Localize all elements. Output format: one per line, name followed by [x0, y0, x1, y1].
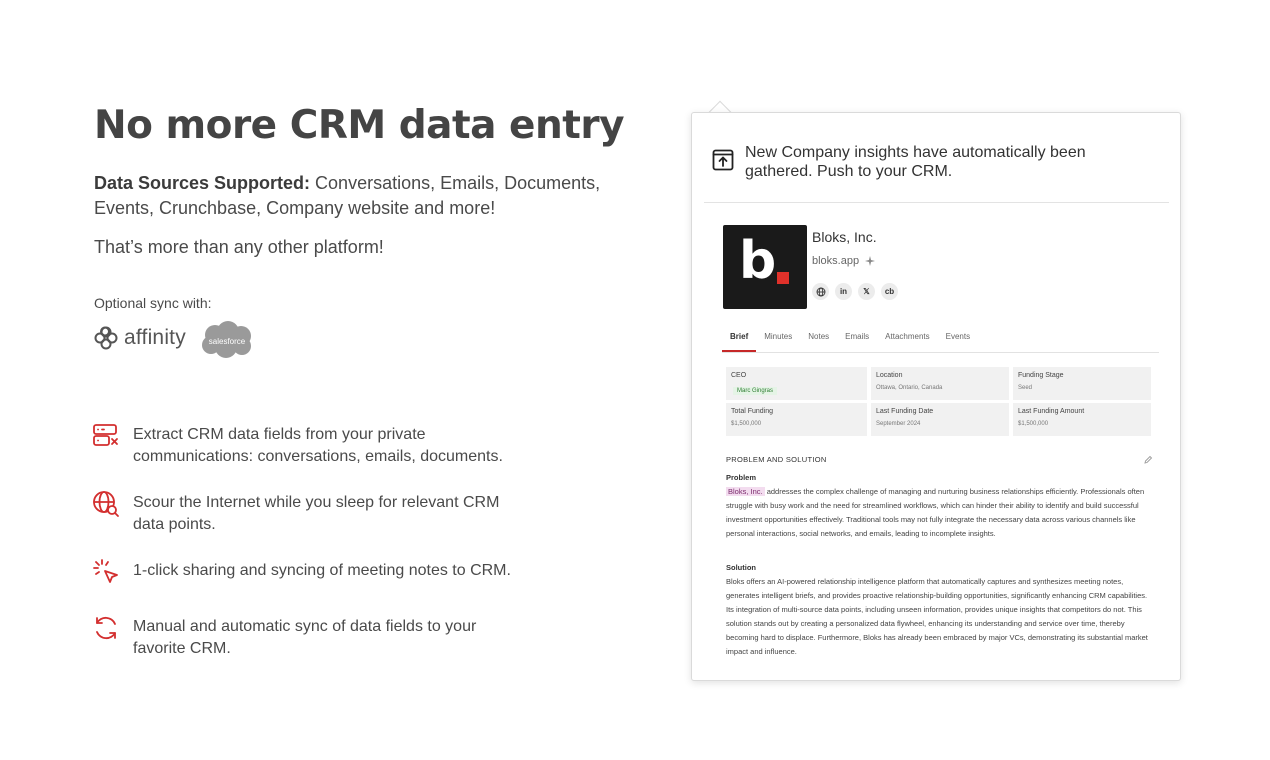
- field-funding-stage: [1013, 367, 1151, 400]
- field-location: [871, 367, 1009, 400]
- feature-text: Extract CRM data fields from your private communications: conversations, emails, documents.: [133, 426, 503, 465]
- company-fields-grid: [726, 367, 1151, 436]
- insights-card: [691, 112, 1181, 681]
- field-label: Funding Stage: [1018, 372, 1064, 379]
- problem-text: [726, 485, 1151, 541]
- field-value: $1,500,000: [731, 421, 762, 427]
- tab-brief[interactable]: Brief: [722, 332, 756, 352]
- field-last-funding-amount: [1013, 403, 1151, 436]
- field-last-funding-date: [871, 403, 1009, 436]
- feature-text: Scour the Internet while you sleep for relevant CRM data points.: [133, 494, 500, 533]
- affinity-mark-icon: [94, 326, 118, 350]
- problem-body: addresses the complex challenge of managing and nurturing business relationships efficiently. Professionals often struggle with busy work and the need for streamlined workflows, which can hinder their ability to identify and build successful investment opportunities effectively. Traditional tools may not fully integrate the necessary data across various channels like personal interactions, social networks, and emails, leading to incomplete insights.: [726, 487, 1145, 538]
- field-label: CEO: [731, 372, 747, 379]
- feature-sync: [92, 616, 533, 660]
- tab-emails[interactable]: Emails: [845, 332, 870, 341]
- x-icon[interactable]: 𝕏: [858, 283, 875, 300]
- problem-title: Problem: [726, 473, 757, 482]
- divider: [704, 202, 1169, 203]
- feature-text: Manual and automatic sync of data fields to your favorite CRM.: [133, 618, 477, 657]
- tab-attachments[interactable]: Attachments: [885, 332, 930, 341]
- company-domain[interactable]: bloks.app: [812, 255, 860, 267]
- field-label: Location: [876, 372, 903, 379]
- company-name: Bloks, Inc.: [812, 229, 877, 245]
- notice-banner: [712, 143, 1145, 181]
- social-links: [812, 283, 898, 300]
- salesforce-logo-icon: [199, 320, 255, 360]
- field-value: Ottawa, Ontario, Canada: [876, 385, 943, 391]
- optional-sync-label: Optional sync with:: [94, 295, 212, 311]
- feature-extract-crm: [92, 424, 533, 468]
- globe-icon[interactable]: [812, 283, 829, 300]
- field-value: $1,500,000: [1018, 421, 1049, 427]
- field-total-funding: [726, 403, 867, 436]
- field-label: Total Funding: [731, 408, 774, 415]
- company-domain-row: [812, 255, 875, 267]
- company-logo-dot: [777, 272, 789, 284]
- click-icon: [92, 558, 120, 586]
- feature-one-click: [92, 560, 533, 586]
- field-value-tag[interactable]: Marc Gingras: [733, 387, 777, 395]
- notice-text: New Company insights have automatically been gathered. Push to your CRM.: [745, 144, 1086, 180]
- field-value: September 2024: [876, 421, 921, 427]
- field-value: Seed: [1018, 385, 1033, 391]
- company-logo: [723, 225, 807, 309]
- data-sources-label: Data Sources Supported:: [94, 173, 311, 193]
- tab-minutes[interactable]: Minutes: [764, 332, 793, 341]
- affinity-logo: [94, 326, 186, 350]
- affinity-wordmark: affinity: [124, 326, 186, 349]
- solution-text: Bloks offers an AI-powered relationship intelligence platform that automatically captures and synthesizes meeting notes, generates intelligent briefs, and provides proactive relationship-building opportunities, significantly enhancing CRM capabilities. Its integration of multi-source data points, including unseen information, provides unique insights that competitors do not. This solution stands out by creating a personalized data flywheel, enhancing its understanding and service over time, thereby becoming hard to displace. Furthermore, Bloks has already been embraced by major VCs, demonstrating its substantial market impact and influence.: [726, 577, 1148, 656]
- push-to-crm-icon[interactable]: [712, 149, 734, 171]
- card-tabs: [722, 332, 1159, 353]
- edit-icon[interactable]: [1144, 455, 1153, 464]
- field-label: Last Funding Date: [876, 408, 934, 415]
- company-mention-tag[interactable]: Bloks, Inc.: [728, 487, 763, 496]
- server-icon: [92, 422, 120, 450]
- tab-events[interactable]: Events: [945, 332, 971, 341]
- field-ceo: [726, 367, 867, 400]
- globe-search-icon: [92, 490, 120, 518]
- linkedin-icon[interactable]: in: [835, 283, 852, 300]
- more-than-any-text: That’s more than any other platform!: [94, 237, 384, 257]
- feature-text: 1-click sharing and syncing of meeting notes to CRM.: [133, 562, 511, 579]
- crunchbase-icon[interactable]: cb: [881, 283, 898, 300]
- data-sources-text: [94, 171, 634, 221]
- sync-icon: [92, 614, 120, 642]
- page-headline: No more CRM data entry: [94, 103, 625, 148]
- salesforce-wordmark: salesforce: [208, 337, 246, 346]
- field-label: Last Funding Amount: [1018, 408, 1085, 415]
- sparkle-icon: [865, 256, 875, 266]
- solution-title: Solution: [726, 563, 756, 572]
- section-title: PROBLEM AND SOLUTION: [726, 455, 827, 464]
- tab-notes[interactable]: Notes: [808, 332, 830, 341]
- feature-scour-internet: [92, 492, 533, 536]
- data-sources-list: Conversations, Emails, Documents, Events, Crunchbase, Company website and more!: [94, 173, 601, 218]
- company-logo-letter: b: [739, 231, 777, 291]
